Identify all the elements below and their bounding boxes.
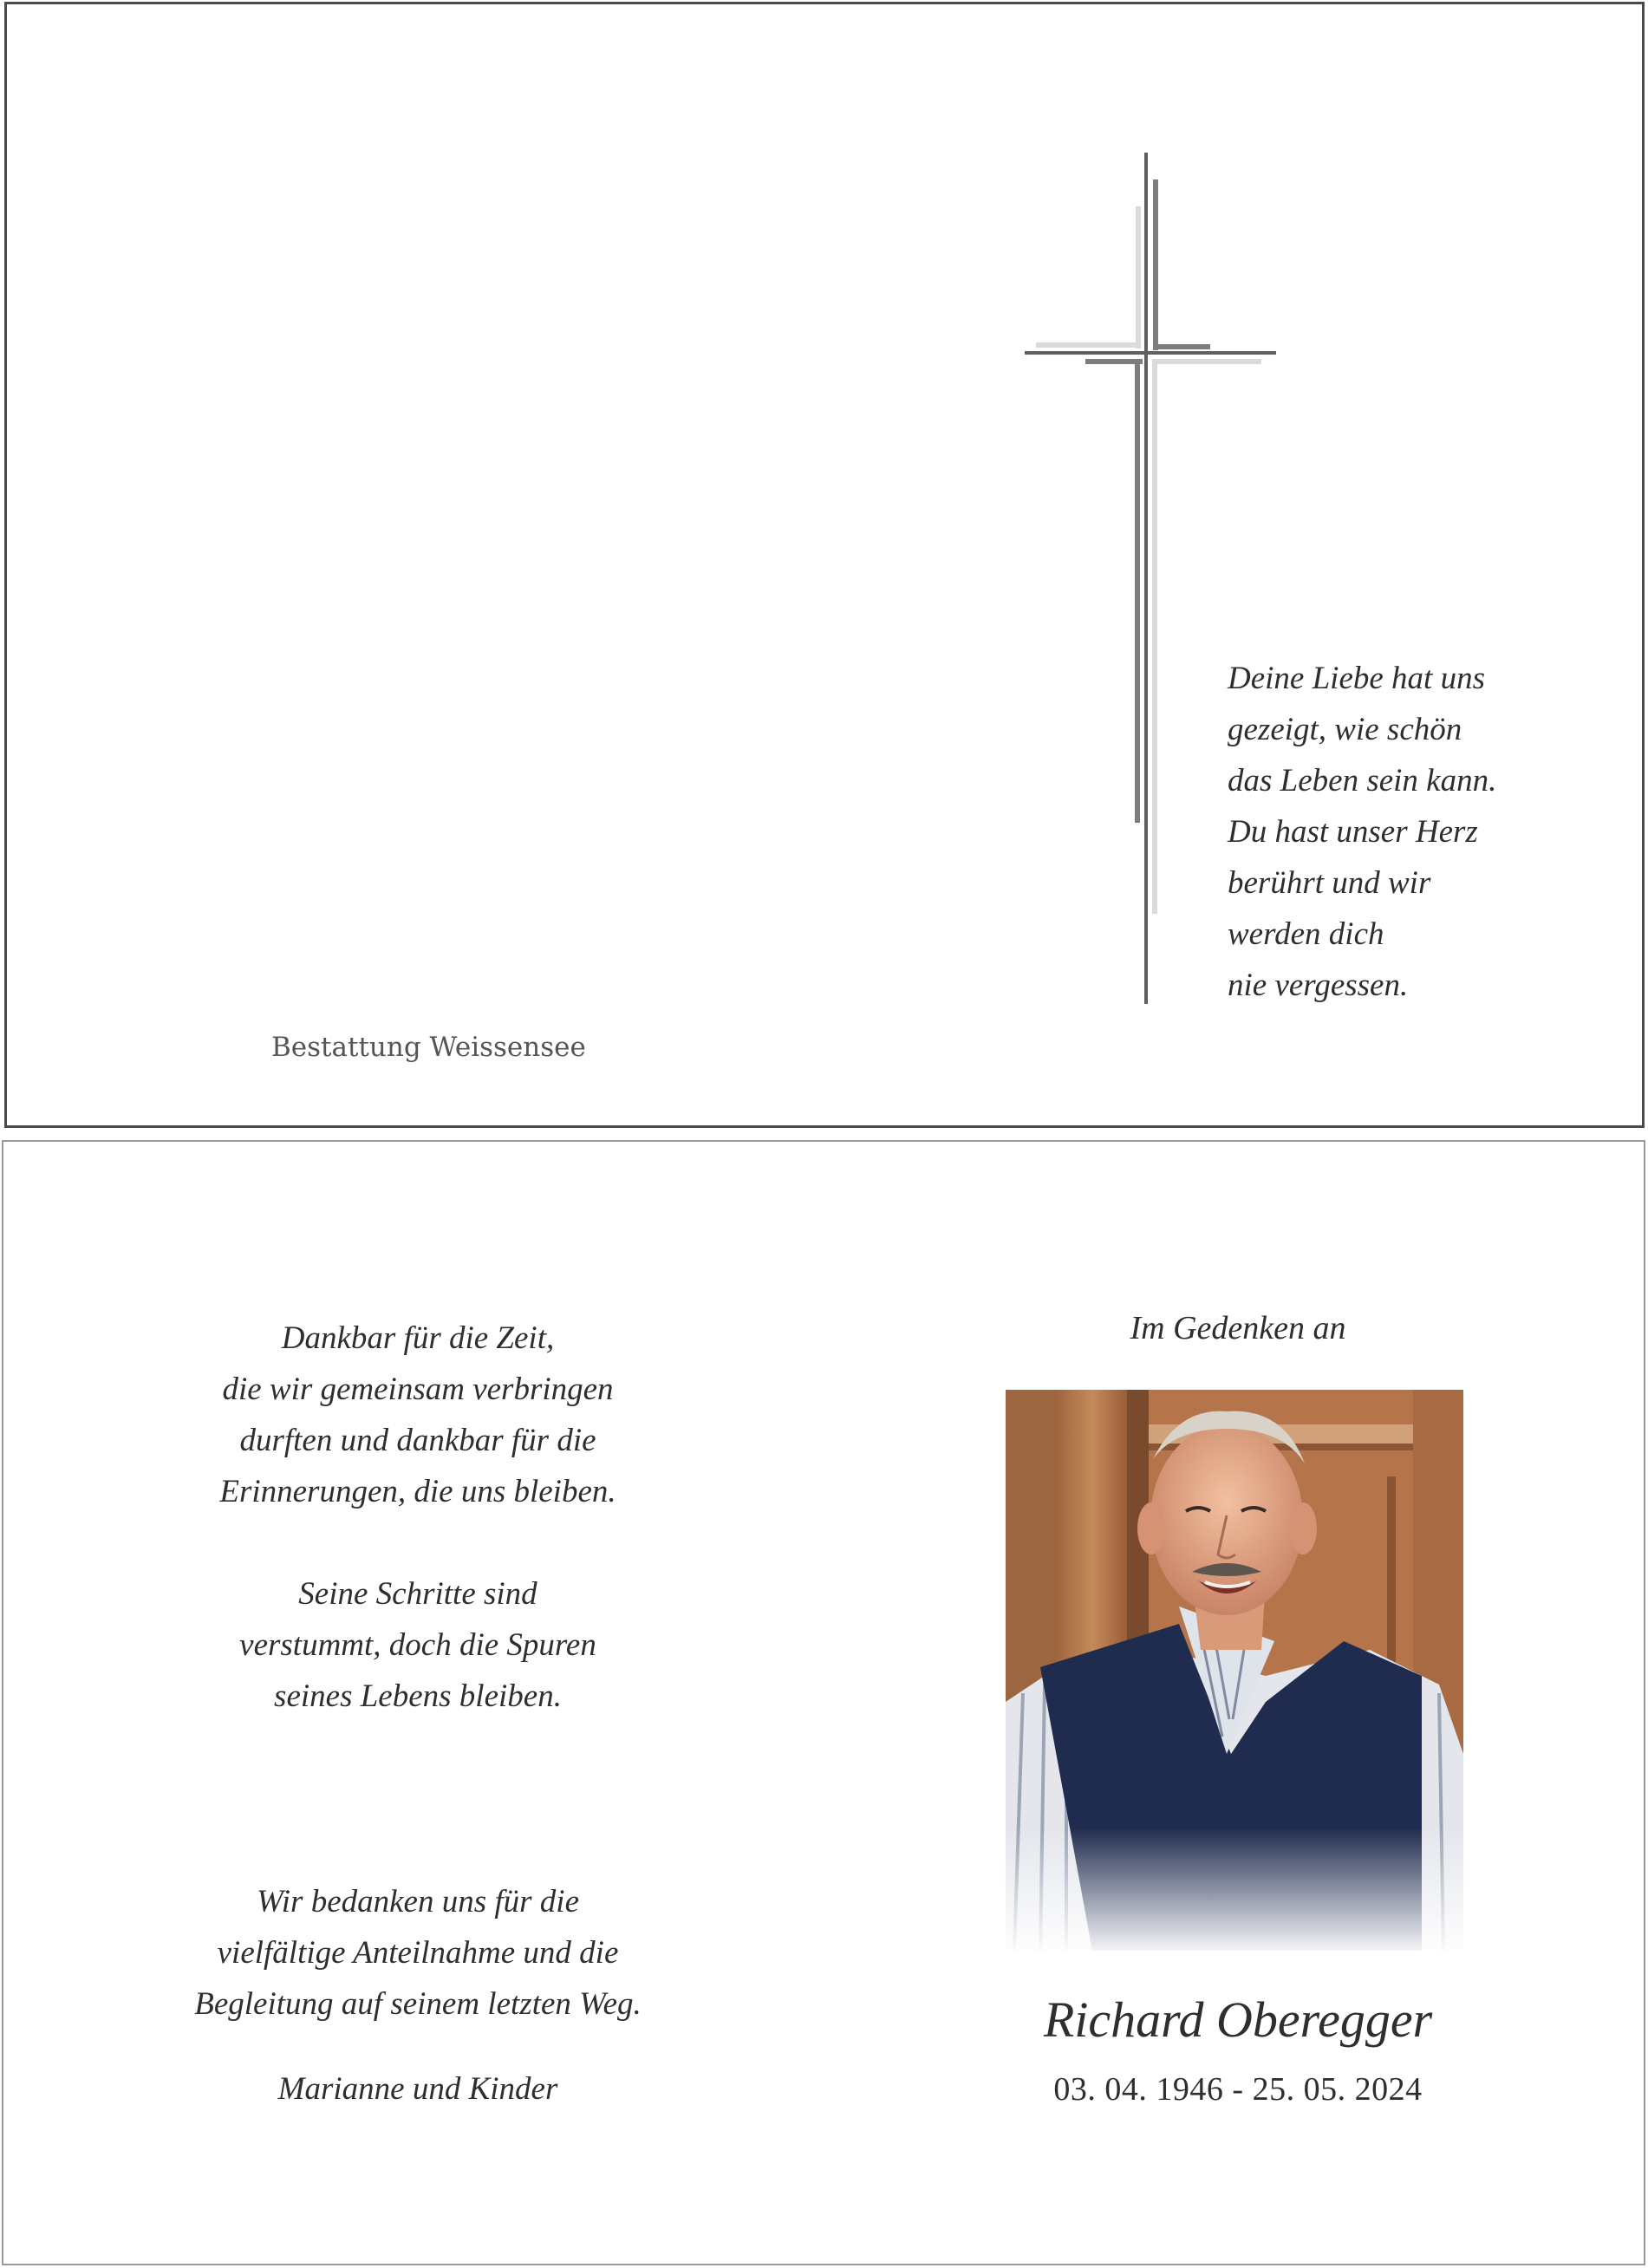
card-front (4, 2, 1645, 1128)
poem-line: das Leben sein kann. (1228, 763, 1497, 798)
front-poem (1228, 653, 1496, 1011)
verse-line: Dankbar für die Zeit, (281, 1320, 555, 1356)
life-dates: 03. 04. 1946 - 25. 05. 2024 (1053, 2071, 1423, 2108)
thanks-text (125, 1876, 711, 2030)
funeral-home-name: Bestattung Weissensee (271, 1032, 586, 1063)
gratitude-verse (125, 1313, 711, 1517)
thanks-line: Wir bedanken uns für die (256, 1884, 579, 1919)
poem-line: werden dich (1228, 916, 1384, 952)
poem-line: Deine Liebe hat uns (1228, 661, 1485, 696)
verse-line: seines Lebens bleiben. (274, 1678, 562, 1714)
verse-line: die wir gemeinsam verbringen (222, 1372, 614, 1407)
memorial-heading: Im Gedenken an (1130, 1310, 1346, 1346)
verse-line: Seine Schritte sind (298, 1576, 537, 1612)
poem-line: Du hast unser Herz (1228, 814, 1478, 850)
verse-line: durften und dankbar für die (239, 1423, 596, 1458)
poem-line: berührt und wir (1228, 865, 1431, 901)
verse-line: Erinnerungen, die uns bleiben. (219, 1474, 616, 1509)
signature: Marianne und Kinder (277, 2071, 558, 2107)
deceased-name: Richard Oberegger (1043, 1991, 1433, 2048)
footsteps-verse (125, 1568, 711, 1722)
thanks-line: vielfältige Anteilnahme und die (217, 1935, 619, 1971)
portrait-photo (1006, 1390, 1463, 1951)
poem-line: gezeigt, wie schön (1228, 712, 1462, 747)
thanks-line: Begleitung auf seinem letzten Weg. (194, 1986, 642, 2022)
poem-line: nie vergessen. (1228, 968, 1409, 1003)
verse-line: verstummt, doch die Spuren (239, 1627, 596, 1663)
